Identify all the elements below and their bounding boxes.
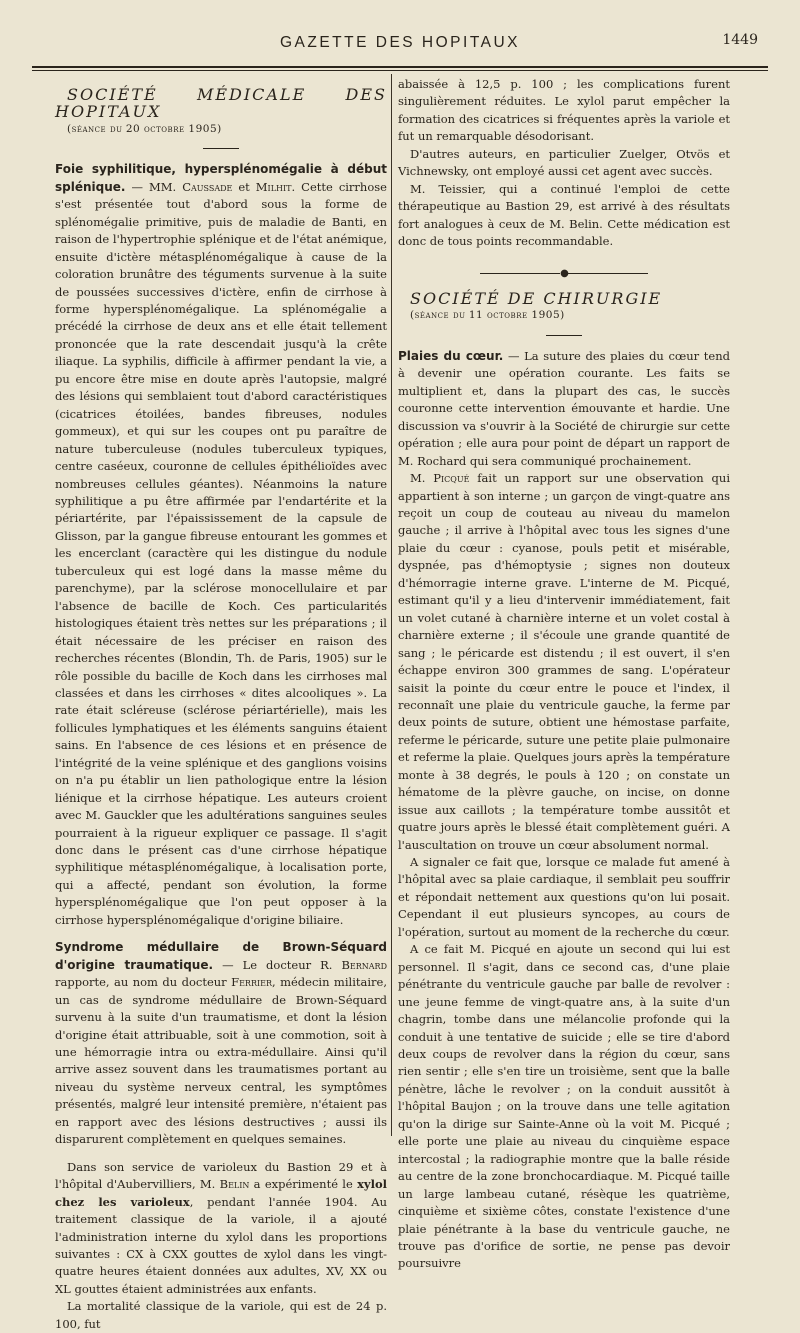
section-title-medicale: SOCIÉTÉ MÉDICALE DES HOPITAUX [55,85,387,122]
text-run: rapporte, au nom du docteur [55,975,232,990]
column-divider [391,74,392,1136]
section-title-chirurgie: SOCIÉTÉ DE CHIRURGIE [410,288,663,308]
seance-date-text: 11 octobre 1905) [468,309,565,322]
text-run: — MM. [131,179,177,194]
article-body: — La suture des plaies du cœur tend à devenir une opération courante. Les faits se multiplient et, dans la plupart des cas, le succès couronne cette intervention émouvante et hardie. Une discussion va s'ouvrir à la Société de chirurgie sur cette opération ; elle aura pour point de départ un rapport de M. Rochard qui sera communiqué prochainement. [398,348,730,468]
article-brown-sequard [55,939,387,1148]
author-name: Milhit [255,179,292,194]
left-column [55,76,387,1333]
section-ornament: ● [398,265,730,282]
article-heading: Plaies du cœur. [398,348,504,363]
bold-topic: xylol chez les varioleux [55,1177,388,1209]
text-run: — Le docteur R. [213,957,342,972]
paragraph-second-cas: A ce fait M. Picqué en ajoute un second qui lui est personnel. Il s'agit, dans ce second cas, d'une plaie pénétrante du ventricule gauche par balle de revolver : une jeune femme de vingt-quatre ans, à la suite d'un chagrin, tombe dans une mélancolie profonde qui la conduit à une tentative de suicide ; elle se tire d'abord deux coups de revolver dans la région du cœur, sans rien sentir ; elle s'en tire un troisième, sent que la balle pénètre, lâche le revolver ; on la conduit aussitôt à l'hôpital Baujon ; on la trouve dans une telle agitation qu'on la dirige sur Sainte-Anne où la voit M. Picqué ; elle porte une plaie au niveau du cinquième espace intercostal ; la radiographie montre que la balle réside au centre de la zone bronchocardiaque. M. Picqué taille un large lambeau cutané, résèque les quatrième, cinquième et sixième côtes, constate l'existence d'une plaie pénétrante à la base du ventricule gauche, ne trouve pas d'orifice de sortie, ne pense pas devoir poursuivre [398,942,730,1271]
page-number: 1449 [722,32,758,48]
page-header [40,30,760,64]
paragraph-autres-auteurs: D'autres auteurs, en particulier Zuelger, Otvös et Vichnewsky, ont employé aussi cet agent avec succès. [398,146,730,179]
text-run: et [232,179,256,194]
header-rule [32,66,768,68]
article-body: , médecin militaire, un cas de syndrome médullaire de Brown-Séquard survenu à la suite d'un traumatisme, et dont la lésion d'origine était attribuable, soit à une commotion, soit à une hémorragie intra ou extra-médullaire. Ainsi qu'il arrive assez souvent dans les traumatismes portant au niveau du système nerveux central, les symptômes présentés, malgré leur intensité première, n'étaient pas en rapport avec des lésions destructives ; aussi ils disparurent complètement en quelques semaines. [55,975,387,1147]
article-heading: Syndrome médullaire de Brown-Séquard d'origine traumatique. [55,940,387,972]
author-name: Caussade [182,179,233,194]
article-body: . Cette cirrhose s'est présentée tout d'abord sous la forme de splénomégalie primitive, puis de maladie de Banti, en raison de l'hypertrophie splénique et de l'état anémique, ensuite d'ictère métasplénomégalique à cause de la coloration brunâtre des téguments survenue à la suite de poussées successives d'ictère, enfin de cirrhose à forme hypersplénomégalique. La splénomégalie a précédé la cirrhose de deux ans et elle était tellement prononcée que la rate descendait jusqu'à la crête iliaque. La syphilis, difficile à affirmer pendant la vie, a pu encore être mise en doute après l'autopsie, malgré des lésions qui semblaient tout d'abord caractéristiques (cicatrices étoilées, bandes fibreuses, nodules gommeux), et qui sur les coupes ont pu paraître de nature tuberculeuse (nodules tuberculeux typiques, centre caséeux, couronne de cellules épithélioïdes avec nombreuses cellules géantes). Néanmoins la nature syphilitique a pu être affirmée par l'endartérite et la périartérite, par l'épaississement de la capsule de Glisson, par la gangue fibreuse entourant les gommes et les encerclant (caractère qui les distingue du nodule tuberculeux qui est logé dans la masse même du parenchyme), par la sclérose monocellulaire et par l'absence de bacille de Koch. Ces particularités histologiques étaient très nettes sur les préparations ; il était nécessaire de les préciser en raison des recherches récentes (Blondin, Th. de Paris, 1905) sur le rôle possible du bacille de Koch dans les cirrhoses mal classées et dans les cirrhoses « dites alcooliques ». La rate était scléreuse (sclérose périartérielle), mais les follicules lymphatiques et les éléments sanguins étaient sains. En l'absence de ces lésions et en présence de l'intégrité de la veine splénique et des ganglions voisins on n'a pu établir un lien pathologique entre la lésion liénique et la cirrhose hépatique. Les auteurs croient avec M. Gauckler que les adultérations sanguines seules pourraient à la rigueur expliquer ce passage. Il s'agit donc dans le présent cas d'une cirrhose hépatique syphilitique métasplénomégalique, à localisation porte, qui a affecté, pendant son évolution, la forme hypersplénomégalique que l'on peut opposer à la cirrhose hypersplénomégalique d'origine biliaire. [55,179,387,927]
seance-date-text: 20 octobre 1905) [125,122,222,135]
short-rule [203,148,239,149]
author-name: Ferrier [231,975,272,990]
seance-date [398,307,730,324]
author-name: Bernard [341,957,387,972]
paragraph-picque-rapport: M. Picqué fait un rapport sur une observation qui appartient à son interne ; un garçon de vingt-quatre ans reçoit un coup de couteau au niveau du mamelon gauche ; il arrive à l'hôpital avec tous les signes d'une plaie du cœur : cyanose, pouls petit et misérable, dyspnée, pas d'hémoptysie ; signes non douteux d'hémorragie interne grave. L'interne de M. Picqué, estimant qu'il y a lieu d'intervenir immédiatement, fait un volet cutané à charnière interne et un volet costal à charnière externe ; il s'écoule une grande quantité de sang ; le péricarde est distendu ; il est ouvert, il s'en échappe environ 300 grammes de sang. L'opérateur saisit la pointe du cœur entre le pouce et l'index, il reconnaît une plaie du ventricule gauche, la ferme par deux points de suture, obtient une hémostase parfaite, referme le péricarde, suture une petite plaie pulmonaire et referme la plaie. Quelques jours après la température monte à 38 degrés, le pouls à 120 ; on constate un hématome de la plèvre gauche, on incise, on donne issue aux caillots ; la température tombe aussitôt et quatre jours après le blessé était complètement guéri. A l'auscultation on trouve un cœur absolument normal. [398,471,730,852]
paragraph-mortalite: La mortalité classique de la variole, qui est de 24 p. 100, fut [55,1299,387,1331]
author-name: Picqué [433,471,470,486]
short-rule [546,335,582,336]
article-body: , pendant l'année 1904. Au traitement classique de la variole, il a ajouté l'administration interne du xylol dans les proportions suivantes : CX à CXX gouttes de xylol dans les vingt-quatre heures étaient données aux adultes, XV, XX ou XL gouttes étaient administrées aux enfants. [55,1194,388,1296]
right-column [398,76,730,1273]
seance-prefix: (séance du [410,309,466,322]
article-plaies-coeur [398,348,730,470]
article-body: fait un rapport sur une observation qui appartient à son interne ; un garçon de vingt-quatre ans reçoit un coup de couteau au niveau du mamelon gauche ; il arrive à l'hôpital avec tous les signes d'une plaie du cœur : cyanose, pouls petit et misérable, dyspnée, pas d'hémoptysie ; signes non douteux d'hémorragie interne grave. L'interne de M. Picqué, estimant qu'il y a lieu d'intervenir immédiatement, fait un volet cutané à charnière interne et un volet costal à charnière externe ; il s'écoule une grande quantité de sang ; le péricarde est distendu ; il est ouvert, il s'en échappe environ 300 grammes de sang. L'opérateur saisit la pointe du cœur entre le pouce et l'index, il reconnaît une plaie du ventricule gauche, la ferme par deux points de suture, obtient une hémostase parfaite, referme le péricarde, suture une petite plaie pulmonaire et referme la plaie. Quelques jours après la température monte à 38 degrés, le pouls à 120 ; on constate un hématome de la plèvre gauche, on incise, on donne issue aux caillots ; la température tombe aussitôt et quatre jours après le blessé était complètement guéri. A l'auscultation on trouve un cœur absolument normal. [398,471,730,852]
paragraph-continuation: abaissée à 12,5 p. 100 ; les complications furent singulièrement réduites. Le xylol parut empêcher la formation des cicatrices si fréquentes après la variole et fut un remarquable désodorisant. [398,77,730,144]
text-run: Dans son service de varioleux du Bastion 29 et à l'hôpital d'Aubervilliers, M. [55,1159,387,1192]
paragraph-signaler: A signaler ce fait que, lorsque ce malade fut amené à l'hôpital avec sa plaie cardiaque, il semblait peu souffrir et répondait nettement aux questions qu'on lui posait. Cependant il eut plusieurs syncopes, au cours de l'opération, surtout au moment de la recherche du cœur. [398,855,730,939]
seance-date [55,121,387,138]
text-run: a expérimenté le [249,1177,358,1192]
paragraph-teissier: M. Teissier, qui a continué l'emploi de cette thérapeutique au Bastion 29, est arrivé à des résultats fort analogues à ceux de M. Belin. Cette médication est donc de tous points recommandable. [398,181,730,249]
author-name: Belin [219,1177,250,1192]
journal-title: GAZETTE DES HOPITAUX [279,34,521,51]
article-heading: Foie syphilitique, hypersplénomégalie à début splénique. [55,162,387,194]
seance-prefix: (séance du [67,122,123,135]
article-xylol [55,1159,387,1299]
header-rule-thin [32,70,768,71]
article-foie-syphilitique [55,161,387,929]
